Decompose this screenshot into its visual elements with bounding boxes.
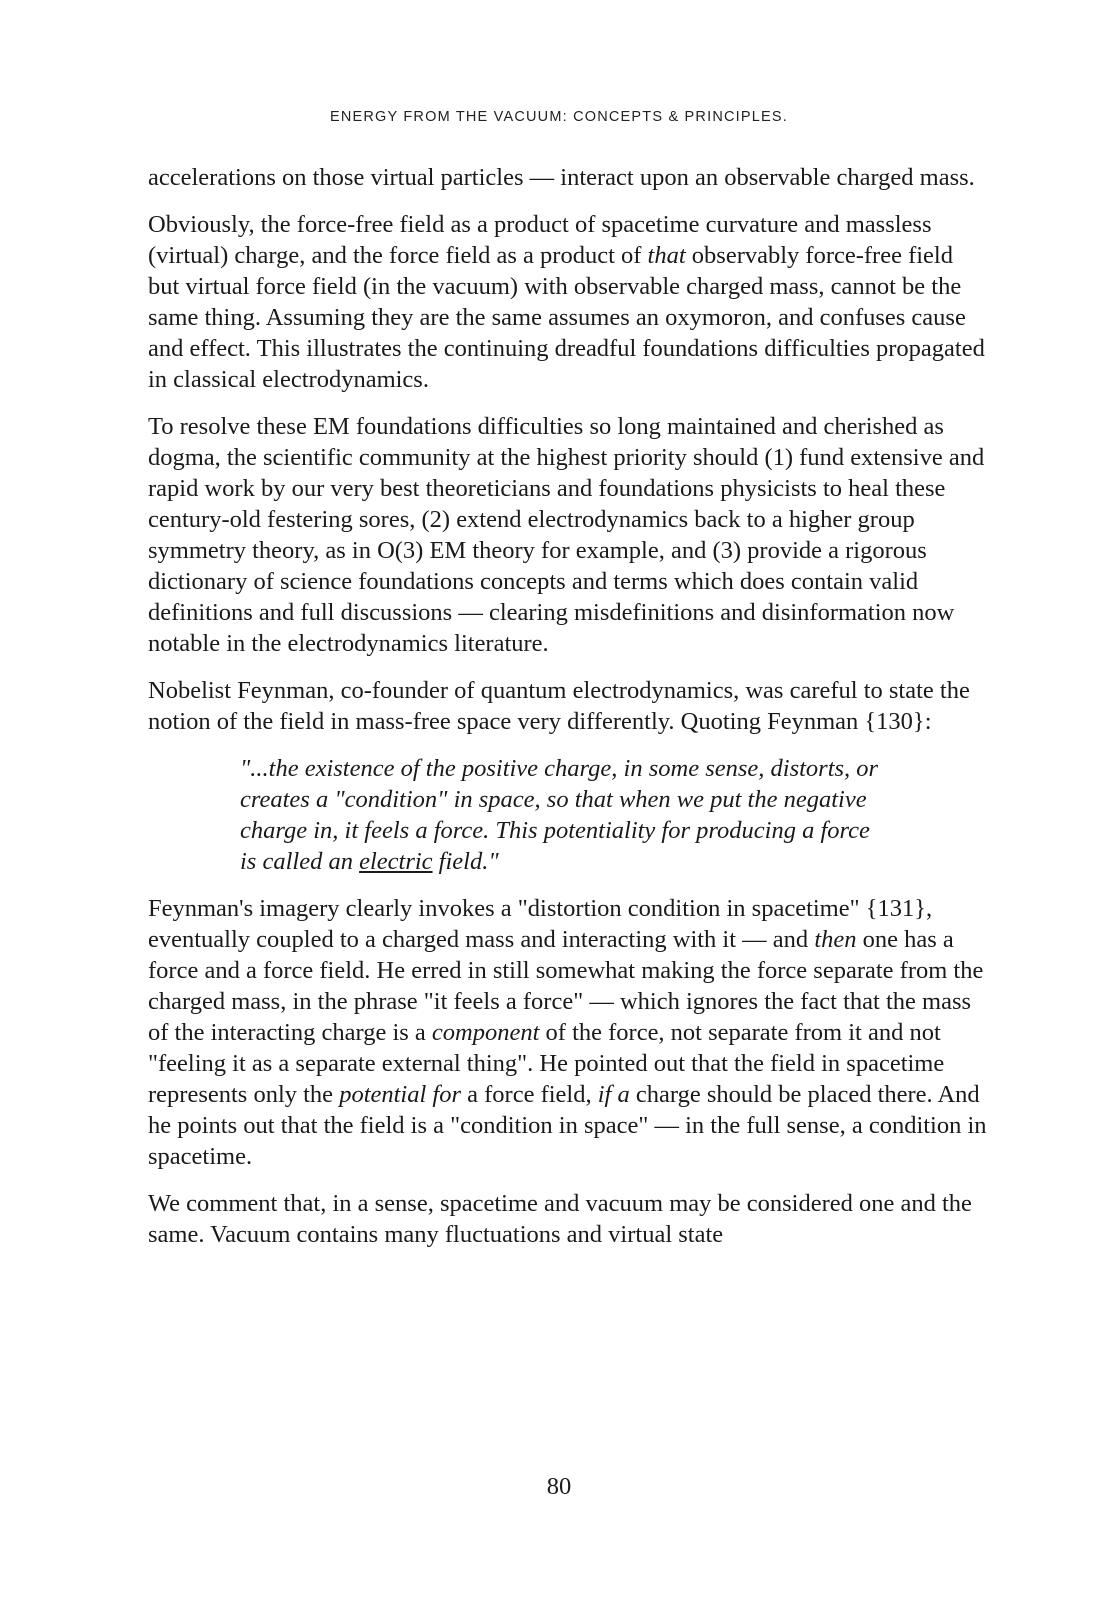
paragraph-4: Nobelist Feynman, co-founder of quantum electrodynamics, was careful to state the notion of the field in mass-free space very differently. Quoting Feynman {130}: [148,677,970,735]
paragraph-5-text-b: one has a force and a force field. He erred in still somewhat making the force separate from the charged mass, in the phrase "it feels a force" — which ignores the fact that the mass of the interacting charge is a [148,926,984,1046]
paragraph-5-emphasis-then: then [814,926,857,953]
paragraph-5-emphasis-potential: potential for [339,1081,462,1108]
paragraph-1: accelerations on those virtual particles — interact upon an observable charged mass. [148,164,975,191]
quote-underlined-word: electric [359,848,433,875]
paragraph-2-text-a: Obviously, the force-free field as a product of spacetime curvature and massless (virtual) charge, and the force field as a product of [148,211,932,269]
paragraph-5-text-d: a force field, [461,1081,598,1108]
paragraph-5-emphasis-component: component [431,1019,540,1046]
page-number: 80 [546,1473,572,1500]
paragraph-6: We comment that, in a sense, spacetime and vacuum may be considered one and the same. Vacuum contains many fluctuations and virtual state [148,1190,972,1248]
paragraph-5-emphasis-if-a: if a [597,1081,630,1108]
paragraph-5-text-e: charge should be placed there. And he points out that the field is a "condition in space" — in the full sense, a condition in spacetime. [148,1081,987,1170]
running-header: ENERGY FROM THE VACUUM: CONCEPTS & PRINCIPLES. [329,109,789,125]
paragraph-2-emphasis: that [647,242,686,269]
paragraph-5-text-a: Feynman's imagery clearly invokes a "distortion condition in spacetime" {131}, eventually coupled to a charged mass and interacting with it — and [148,895,933,953]
feynman-quote [148,753,880,877]
paragraph-3: To resolve these EM foundations difficulties so long maintained and cherished as dogma, the scientific community at the highest priority should (1) fund extensive and rapid work by our very best theoreticians and foundations physicists to heal these century-old festering sores, (2) extend electrodynamics back to a higher group symmetry theory, as in O(3) EM theory for example, and (3) provide a rigorous dictionary of science foundations concepts and terms which does contain valid definitions and full discussions — clearing misdefinitions and disinformation now notable in the electrodynamics literature. [148,413,985,657]
body-text [148,162,988,1266]
quote-text-a: "...the existence of the positive charge, in some sense, distorts, or creates a "condition" in space, so that when we put the negative charge in, it feels a force. This potentiality for producing a force is called an [240,755,879,875]
paragraph-2-text-b: observably force-free field but virtual force field (in the vacuum) with observable charged mass, cannot be the same thing. Assuming they are the same assumes an oxymoron, and confuses cause and effect. This illustrates the continuing dreadful foundations difficulties propagated in classical electrodynamics. [148,242,985,393]
paragraph-5-text-c: of the force, not separate from it and not "feeling it as a separate external thing". He pointed out that the field in spacetime represents only the [148,1019,945,1108]
quote-text-b: field." [432,848,499,875]
paragraph-5 [148,893,988,1172]
paragraph-2 [148,209,988,395]
